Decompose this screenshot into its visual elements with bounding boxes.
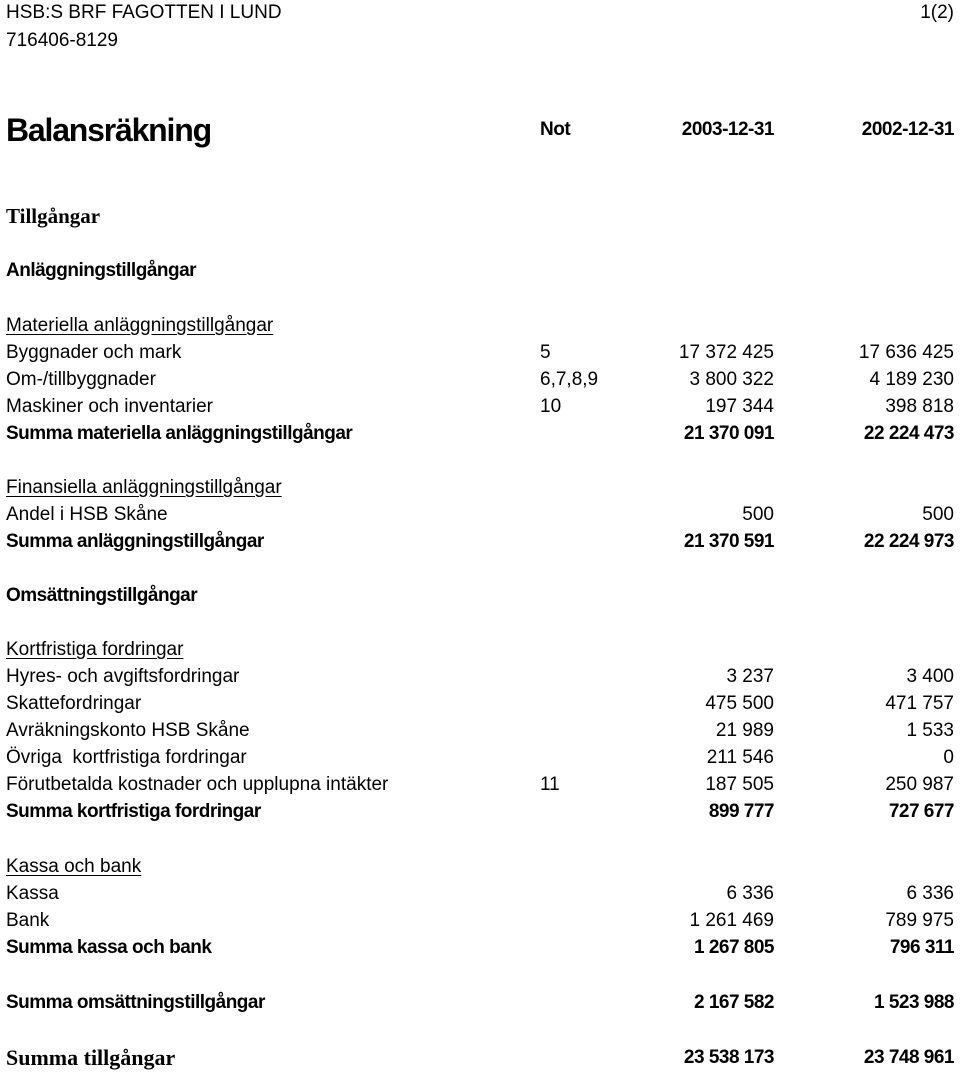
org-number-line xyxy=(6,28,954,54)
page-number: 1(2) xyxy=(920,2,954,23)
row-skatte xyxy=(6,691,954,717)
row-value-2002: 3 400 xyxy=(906,666,954,687)
row-andel-hsb xyxy=(6,502,954,528)
row-value-2003: 197 344 xyxy=(705,396,774,417)
row-not: 11 xyxy=(540,774,560,795)
row-value-2003: 3 800 322 xyxy=(689,369,774,390)
row-label: Bank xyxy=(6,910,50,931)
row-label: Summa materiella anläggningstillgångar xyxy=(6,423,353,444)
page-title: Balansräkning xyxy=(6,112,211,148)
row-value-2003: 899 777 xyxy=(708,801,774,822)
row-maskiner xyxy=(6,394,954,420)
row-label: Andel i HSB Skåne xyxy=(6,504,168,525)
row-byggnader xyxy=(6,340,954,366)
col-2003-header: 2003-12-31 xyxy=(681,119,774,140)
subsection-label: Finansiella anläggningstillgångar xyxy=(6,477,282,498)
row-summa-tillgangar xyxy=(6,1045,954,1071)
row-summa-omsattning xyxy=(6,990,954,1016)
row-value-2003: 3 237 xyxy=(726,666,774,687)
row-value-2003: 211 546 xyxy=(706,747,774,768)
row-value-2003: 6 336 xyxy=(726,883,774,904)
row-value-2003: 21 370 091 xyxy=(683,423,774,444)
row-value-2002: 727 677 xyxy=(888,801,954,822)
row-label: Avräkningskonto HSB Skåne xyxy=(6,720,250,741)
row-value-2002: 500 xyxy=(922,504,954,525)
col-2002-header: 2002-12-31 xyxy=(861,119,954,140)
row-value-2003: 475 500 xyxy=(705,693,774,714)
row-value-2002: 6 336 xyxy=(906,883,954,904)
row-label: Maskiner och inventarier xyxy=(6,396,213,417)
section-label: Anläggningstillgångar xyxy=(6,260,197,281)
row-summa-anlaggning xyxy=(6,529,954,555)
row-value-2002: 4 189 230 xyxy=(869,369,954,390)
row-label: Summa tillgångar xyxy=(6,1045,176,1070)
org-number: 716406-8129 xyxy=(6,30,118,51)
row-value-2003: 1 261 469 xyxy=(689,910,774,931)
row-summa-materiella xyxy=(6,421,954,447)
row-label: Summa omsättningstillgångar xyxy=(6,992,265,1013)
section-anlaggning xyxy=(6,258,954,284)
section-label: Tillgångar xyxy=(6,204,101,228)
row-label: Summa anläggningstillgångar xyxy=(6,531,264,552)
row-value-2002: 1 523 988 xyxy=(873,992,954,1013)
row-value-2003: 2 167 582 xyxy=(693,992,774,1013)
col-not-header: Not xyxy=(540,119,571,140)
row-value-2002: 23 748 961 xyxy=(863,1047,954,1068)
row-not: 6,7,8,9 xyxy=(540,369,599,390)
row-forutbetalda xyxy=(6,772,954,798)
section-omsattning xyxy=(6,583,954,609)
row-value-2002: 796 311 xyxy=(889,937,954,958)
row-value-2002: 22 224 473 xyxy=(863,423,954,444)
row-value-2002: 1 533 xyxy=(906,720,954,741)
row-value-2002: 0 xyxy=(943,747,954,768)
row-hyres xyxy=(6,664,954,690)
document-header xyxy=(6,0,954,26)
row-value-2003: 1 267 805 xyxy=(693,937,774,958)
subsection-label: Kassa och bank xyxy=(6,856,142,877)
subsection-finansiella xyxy=(6,475,954,501)
row-label: Förutbetalda kostnader och upplupna intäkter xyxy=(6,774,389,795)
row-label: Övriga kortfristiga fordringar xyxy=(6,747,247,768)
row-avrakning xyxy=(6,718,954,744)
row-value-2003: 23 538 173 xyxy=(683,1047,774,1068)
row-value-2003: 187 505 xyxy=(705,774,774,795)
org-name: HSB:S BRF FAGOTTEN I LUND xyxy=(6,2,282,23)
row-value-2003: 21 989 xyxy=(715,720,774,741)
row-ovriga xyxy=(6,745,954,771)
subsection-label: Kortfristiga fordringar xyxy=(6,639,184,660)
row-value-2003: 21 370 591 xyxy=(683,531,774,552)
row-value-2002: 398 818 xyxy=(885,396,954,417)
row-label: Summa kortfristiga fordringar xyxy=(6,801,261,822)
row-label: Om-/tillbyggnader xyxy=(6,369,156,390)
section-label: Omsättningstillgångar xyxy=(6,585,198,606)
row-value-2003: 500 xyxy=(742,504,774,525)
row-value-2002: 471 757 xyxy=(885,693,954,714)
row-value-2002: 250 987 xyxy=(885,774,954,795)
subsection-kassa-bank xyxy=(6,854,954,880)
row-label: Byggnader och mark xyxy=(6,342,182,363)
subsection-label: Materiella anläggningstillgångar xyxy=(6,315,274,336)
row-label: Summa kassa och bank xyxy=(6,937,212,958)
row-value-2002: 17 636 425 xyxy=(858,342,954,363)
row-label: Hyres- och avgiftsfordringar xyxy=(6,666,240,687)
row-label: Kassa xyxy=(6,883,59,904)
row-bank xyxy=(6,908,954,934)
row-value-2002: 22 224 973 xyxy=(863,531,954,552)
row-value-2003: 17 372 425 xyxy=(678,342,774,363)
section-tillgangar xyxy=(6,203,954,229)
row-kassa xyxy=(6,881,954,907)
row-value-2002: 789 975 xyxy=(885,910,954,931)
row-not: 5 xyxy=(540,342,551,363)
subsection-kortfristiga xyxy=(6,637,954,663)
subsection-materiella xyxy=(6,313,954,339)
row-om-till xyxy=(6,367,954,393)
row-summa-kortfristiga xyxy=(6,799,954,825)
column-header-row xyxy=(6,112,954,148)
row-summa-kassa xyxy=(6,935,954,961)
row-label: Skattefordringar xyxy=(6,693,142,714)
row-not: 10 xyxy=(540,396,562,417)
